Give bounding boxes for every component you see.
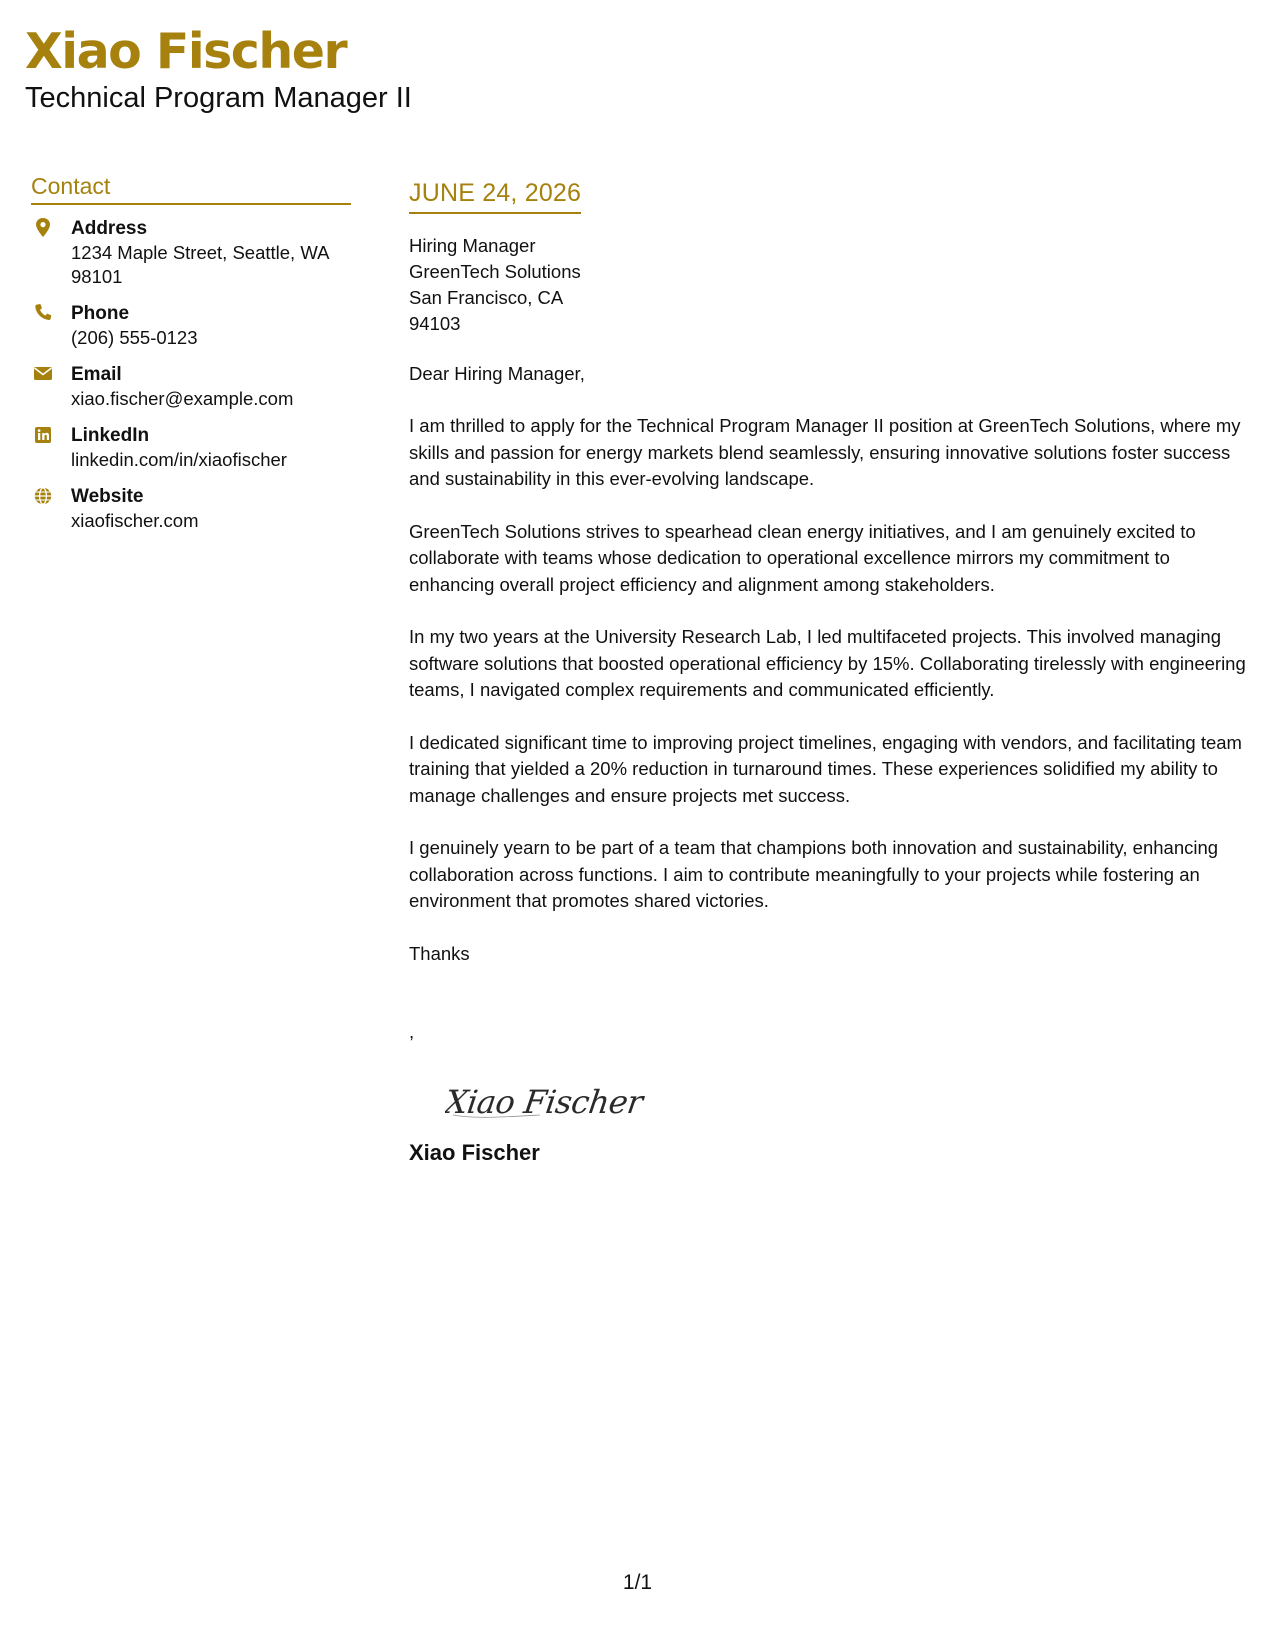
contact-value-address: 1234 Maple Street, Seattle, WA 98101 bbox=[71, 242, 329, 287]
recipient-zip: 94103 bbox=[409, 313, 461, 334]
contact-label-website: Website bbox=[71, 486, 144, 507]
signature-glyphs: Xiao Fischer bbox=[445, 1082, 645, 1121]
body-paragraph: I am thrilled to apply for the Technical Program Manager II position at GreenTech Solutions, where my skills and passion for energy markets blend seamlessly, ensuring innovative solutions foster success and sustainability in this ever-evolving landscape. bbox=[409, 415, 1241, 489]
contact-item-website bbox=[31, 485, 351, 533]
contact-value-linkedin: linkedin.com/in/xiaofischer bbox=[71, 449, 287, 470]
body-paragraph: GreenTech Solutions strives to spearhead clean energy initiatives, and I am genuinely excited to collaborate with teams whose dedication to operational excellence mirrors my commitment to enhancing overall project efficiency and alignment among stakeholders. bbox=[409, 520, 1196, 595]
contact-label-phone: Phone bbox=[71, 303, 130, 324]
contact-heading: Contact bbox=[31, 172, 351, 205]
salutation: Dear Hiring Manager, bbox=[409, 363, 585, 384]
signer-name: Xiao Fischer bbox=[409, 1139, 540, 1165]
closing: Thanks bbox=[409, 942, 470, 964]
globe-icon bbox=[33, 485, 53, 507]
letter-date: JUNE 24, 2026 bbox=[409, 178, 581, 214]
phone-icon bbox=[33, 302, 53, 324]
cover-letter bbox=[409, 178, 1249, 1167]
contact-value-website: xiaofischer.com bbox=[71, 510, 199, 531]
contact-label-linkedin: LinkedIn bbox=[71, 425, 150, 446]
body-paragraph: In my two years at the University Research Lab, I led multifaceted projects. This involved managing software solutions that boosted operational efficiency by 15%. Collaborating tirelessly with engineering teams, I navigated complex requirements and communicated efficiently. bbox=[409, 626, 1246, 700]
contact-sidebar bbox=[31, 172, 351, 546]
body-paragraph: I genuinely yearn to be part of a team that champions both innovation and sustainability, enhancing collaboration across functions. I aim to contribute meaningfully to your projects while fostering an environment that promotes shared victories. bbox=[409, 837, 1219, 911]
contact-label-address: Address bbox=[71, 218, 148, 239]
envelope-icon bbox=[33, 363, 53, 385]
contact-item-phone bbox=[31, 302, 351, 350]
recipient-block bbox=[409, 233, 1249, 337]
recipient-company: GreenTech Solutions bbox=[409, 261, 581, 282]
contact-item-linkedin bbox=[31, 424, 351, 472]
linkedin-icon bbox=[33, 424, 53, 446]
handwritten-signature bbox=[445, 1075, 665, 1125]
contact-value-phone: (206) 555-0123 bbox=[71, 327, 198, 348]
contact-item-email bbox=[31, 363, 351, 411]
body-paragraph: I dedicated significant time to improving project timelines, engaging with vendors, and facilitating team training that yielded a 20% reduction in turnaround times. These experiences solidified my ability to manage challenges and ensure projects met success. bbox=[409, 731, 1242, 806]
candidate-name: Xiao Fischer bbox=[25, 23, 347, 80]
job-title: Technical Program Manager II bbox=[25, 82, 412, 114]
contact-label-email: Email bbox=[71, 364, 122, 385]
recipient-line: Hiring Manager bbox=[409, 235, 536, 256]
contact-item-address bbox=[31, 217, 351, 289]
map-pin-icon bbox=[33, 217, 53, 239]
closing-comma: , bbox=[409, 1020, 415, 1042]
contact-value-email: xiao.fischer@example.com bbox=[71, 388, 294, 409]
recipient-city: San Francisco, CA bbox=[409, 287, 564, 308]
page-number: 1/1 bbox=[622, 1571, 653, 1594]
